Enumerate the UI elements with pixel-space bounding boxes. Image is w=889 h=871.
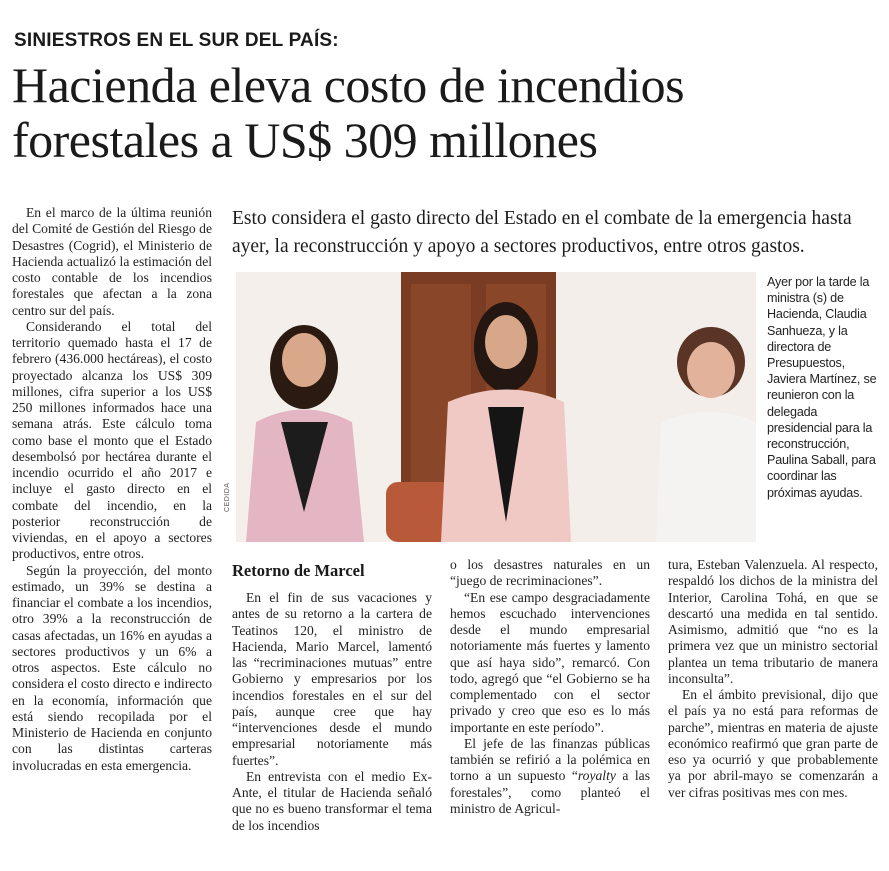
paragraph: En el marco de la última reunión del Comité de Gestión del Riesgo de Desastres (Cogrid), el Ministerio de Hacienda actualizó la estimación del costo contable de los incendios forestales que afectan a la zona centro sur del país. (12, 205, 212, 318)
text-run: El jefe de las finanzas públicas también se refirió a la polémica en torno a un supuesto “ (450, 735, 650, 784)
paragraph: Considerando el total del territorio quemado hasta el 17 de febrero (436.000 hectáreas), el costo proyectado alcanza los US$ 309 millones, cifra superior a los US$ 250 millones informados hace una semana atrás. Este cálculo toma como base el monto que el Estado desembolsó por hectárea durante el incendio ocurrido el año 2017 e incluye el gasto directo en el combate del incendio, en la posterior reconstrucción de viviendas, en el apoyo a sectores productivos, entre otros. (12, 318, 212, 562)
paragraph: En el fin de sus vacaciones y antes de su retorno a la cartera de Teatinos 120, el ministro de Hacienda, Mario Marcel, lamentó las “recriminaciones mutuas” entre Gobierno y empresarios por los incendios forestales en el sur del país, aunque cree que hay “intervenciones desde el mundo empresarial notoriamente más fuertes”. (232, 590, 432, 768)
italic-term: royalty (577, 768, 616, 784)
paragraph (450, 736, 650, 817)
paragraph: En entrevista con el medio Ex-Ante, el titular de Hacienda señaló que no es bueno transformar el tema de los incendios (232, 768, 432, 833)
article-column-3 (450, 557, 650, 817)
paragraph: tura, Esteban Valenzuela. Al respecto, respaldó los dichos de la ministra del Interior, Carolina Tohá, en que se descartó una medida en tal sentido. Asimismo, admitió que “no es la primera vez que un ministro sectorial plantea un tema tributario de manera inconsulta”. (668, 557, 878, 686)
kicker: SINIESTROS EN EL SUR DEL PAÍS: (14, 30, 339, 51)
text-run: a las forestales”, como planteó el ministro de Agricul- (450, 768, 650, 816)
headline-line-1: Hacienda eleva costo de incendios (12, 57, 685, 113)
headline (12, 58, 882, 168)
paragraph: Según la proyección, del monto estimado, un 39% se destina a financiar el combate a los incendios, otro 39% a la reconstrucción de casas afectadas, un 16% en ayudas a sectores productivos y un 6% a otros aspectos. Este cálculo no considera el costo directo e indirecto en la economía, información que está siendo recopilada por el Ministerio de Hacienda en conjunto con las distintas carteras involucradas en esta emergencia. (12, 562, 212, 773)
deck: Esto considera el gasto directo del Estado en el combate de la emergencia hasta ayer, la reconstrucción y apoyo a sectores productivos, entre otros gastos. (232, 208, 852, 257)
headline-line-2: forestales a US$ 309 millones (12, 112, 598, 168)
paragraph: En el ámbito previsional, dijo que el país ya no está para reformas de parche”, mientras en materia de ajuste económico reafirmó que gran parte de eso ya ocurrió y que probablemente ya por abril-mayo se comenzarán a ver cifras positivas mes con mes. (668, 687, 878, 800)
article-column-2 (232, 590, 432, 834)
photo-credit: CEDIDA (224, 482, 231, 512)
article-column-1 (12, 205, 212, 774)
news-photo (236, 272, 756, 542)
section-subhead: Retorno de Marcel (232, 561, 365, 580)
photo-illustration (236, 272, 756, 542)
article-column-4 (668, 557, 878, 801)
photo-caption: Ayer por la tarde la ministra (s) de Hacienda, Claudia Sanhueza, y la directora de Presupuestos, Javiera Martínez, se reunieron con la delegada presidencial para la reconstrucción, Paulina Saball, para coordinar las próximas ayudas. (767, 275, 877, 500)
paragraph: o los desastres naturales en un “juego de recriminaciones”. (450, 557, 650, 589)
paragraph: “En ese campo desgraciadamente hemos escuchado intervenciones desde el mundo empresarial notoriamente más fuertes y lamento que así haya sido”, remarcó. Con todo, agregó que “el Gobierno se ha complementado con el sector privado y creo que eso es lo más importante en este período”. (450, 589, 650, 735)
